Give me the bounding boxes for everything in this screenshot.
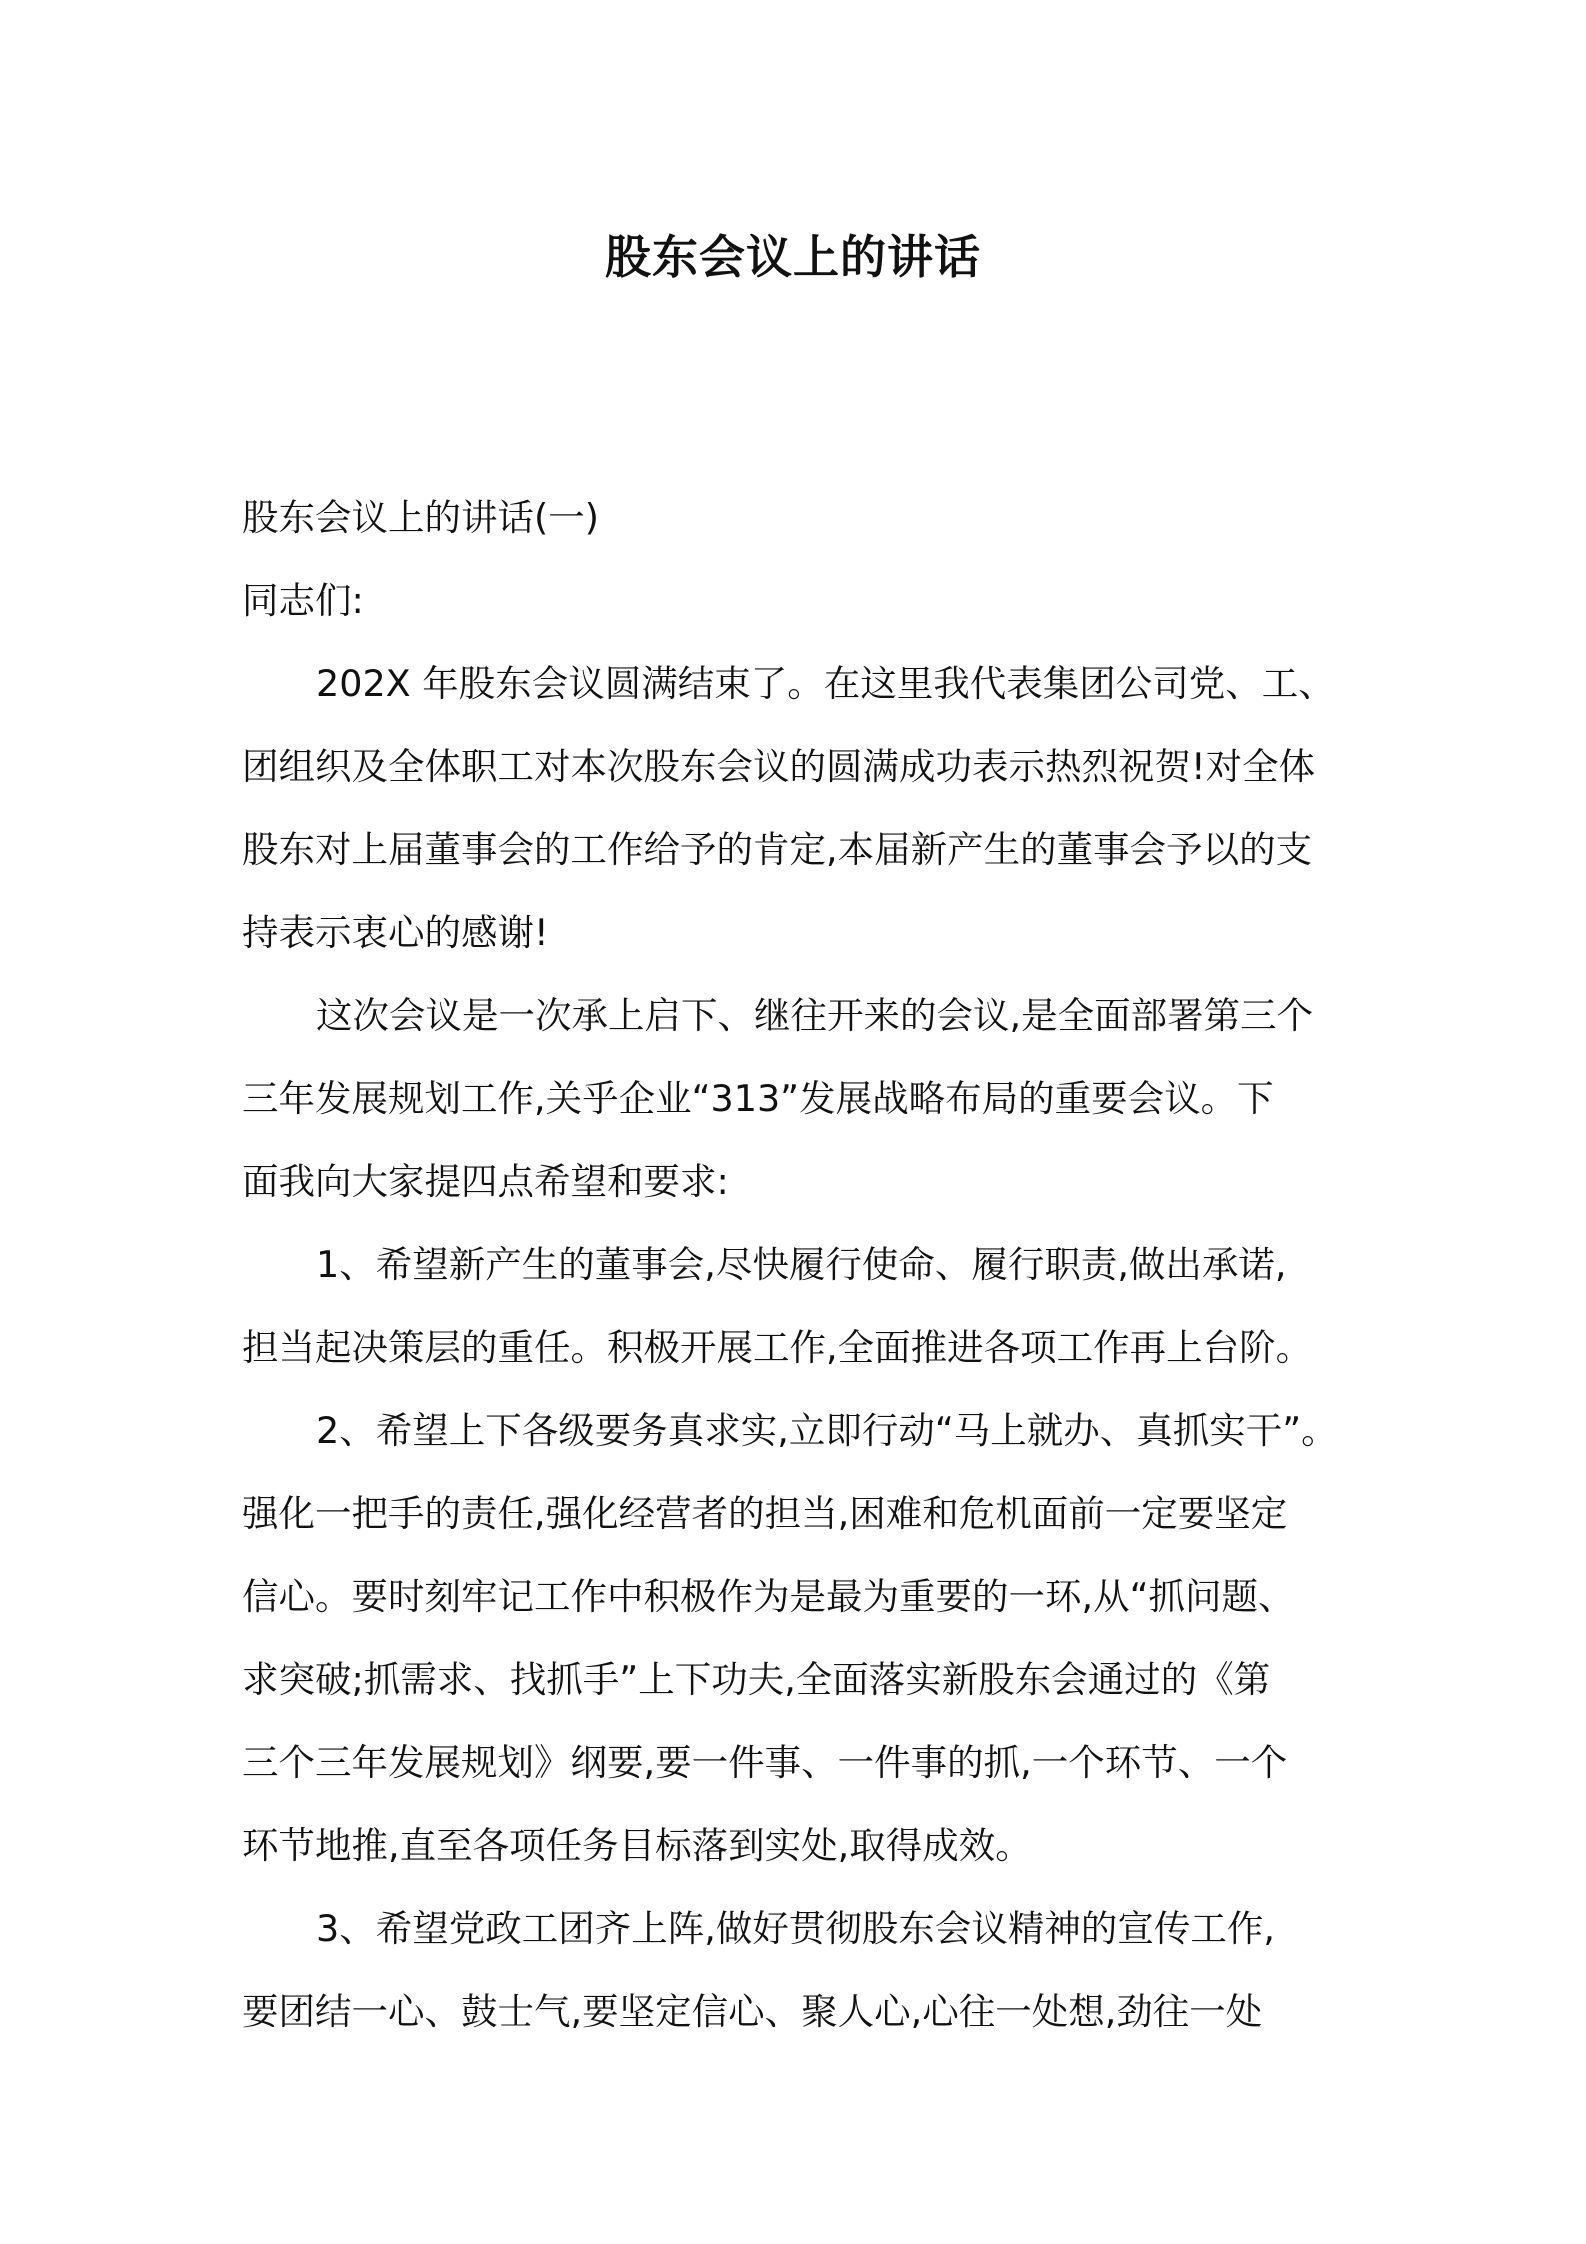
text-line: 持表示衷心的感谢! — [242, 911, 549, 954]
text-line: 3、希望党政工团齐上阵,做好贯彻股东会议精神的宣传工作, — [316, 1907, 1275, 1950]
document-body — [242, 476, 1362, 2053]
text-line: 信心。要时刻牢记工作中积极作为是最为重要的一环,从“抓问题、 — [242, 1575, 1295, 1618]
text-line: 这次会议是一次承上启下、继往开来的会议,是全面部署第三个 — [316, 994, 1314, 1037]
text-line: 股东对上届董事会的工作给予的肯定,本届新产生的董事会予以的支 — [242, 828, 1313, 871]
document-title: 股东会议上的讲话 — [605, 230, 981, 284]
text-line: 环节地推,直至各项任务目标落到实处,取得成效。 — [242, 1824, 1032, 1867]
text-line: 要团结一心、鼓士气,要坚定信心、聚人心,心往一处想,劲往一处 — [242, 1990, 1263, 2033]
text-line: 同志们: — [242, 579, 364, 622]
text-line: 三年发展规划工作,关乎企业“313”发展战略布局的重要会议。下 — [242, 1077, 1274, 1120]
text-line: 1、希望新产生的董事会,尽快履行使命、履行职责,做出承诺, — [316, 1243, 1287, 1286]
text-line: 三个三年发展规划》纲要,要一件事、一件事的抓,一个环节、一个 — [242, 1741, 1288, 1784]
text-line: 202X 年股东会议圆满结束了。在这里我代表集团公司党、工、 — [316, 662, 1335, 705]
text-line: 强化一把手的责任,强化经营者的担当,困难和危机面前一定要坚定 — [242, 1492, 1288, 1535]
text-line: 面我向大家提四点希望和要求: — [242, 1160, 729, 1203]
text-line: 担当起决策层的重任。积极开展工作,全面推进各项工作再上台阶。 — [242, 1326, 1313, 1369]
text-line: 股东会议上的讲话(一) — [242, 496, 599, 539]
text-line: 求突破;抓需求、找抓手”上下功夫,全面落实新股东会通过的《第 — [242, 1658, 1271, 1701]
text-line: 2、希望上下各级要务真求实,立即行动“马上就办、真抓实干”。 — [316, 1409, 1338, 1452]
text-line: 团组织及全体职工对本次股东会议的圆满成功表示热烈祝贺!对全体 — [242, 745, 1316, 788]
